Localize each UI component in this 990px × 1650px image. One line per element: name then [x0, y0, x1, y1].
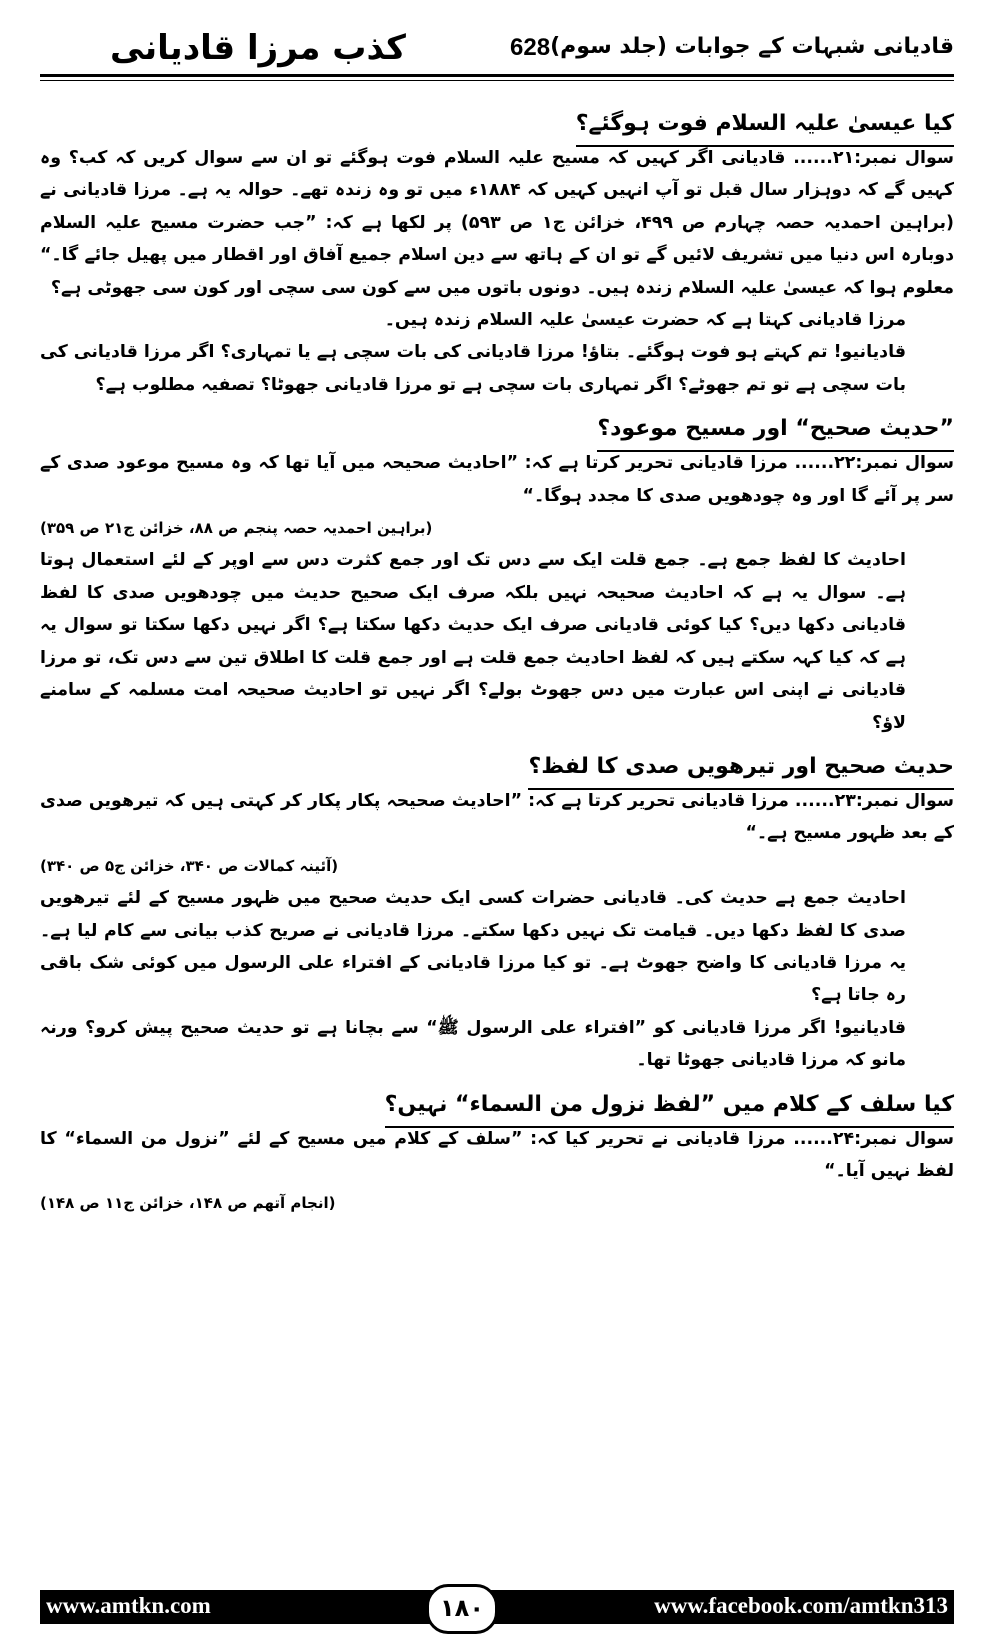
header-page-number: 628: [510, 34, 551, 61]
header-rule-thin: [40, 80, 954, 81]
section-heading-2: ”حدیث صحیح“ اور مسیح موعود؟: [597, 409, 954, 452]
paragraph-2-2: احادیث کا لفظ جمع ہے۔ جمع قلت ایک سے دس تک اور جمع کثرت دس سے اوپر کے لئے استعمال ہوتا ہے۔ سوال یہ ہے کہ احادیث صحیحہ نہیں بلکہ صرف ایک صحیح حدیث میں چودھویں صدی کا لفظ قادیانی دکھا دیں؟ کیا کوئی قادیانی صرف ایک حدیث دکھا سکتا ہے؟ اگر نہیں دکھا سکتا تو سوال یہ ہے کہ کیا کہہ سکتے ہیں کہ لفظ احادیث جمع قلت ہے اور جمع قلت کا اطلاق تین سے دس تک، تو مرزا قادیانی نے اپنی اس عبارت میں دس جھوٹ بولے؟ اگر نہیں تو احادیث صحیحہ امت مسلمہ کے سامنے لاؤ؟: [40, 550, 906, 733]
page-body: [40, 96, 954, 1220]
section-heading-3: حدیث صحیح اور تیرھویں صدی کا لفظ؟: [528, 747, 954, 790]
paragraph-3-3: قادیانیو! اگر مرزا قادیانی کو ”افتراء علی الرسول ﷺ“ سے بچانا ہے تو حدیث صحیح پیش کرو؟ ورنہ مانو کہ مرزا قادیانی جھوٹا تھا۔: [40, 1017, 906, 1071]
paragraph-1-2: مرزا قادیانی کہتا ہے کہ حضرت عیسیٰ علیہ السلام زندہ ہیں۔: [384, 310, 906, 331]
series-title: قادیانی شبہات کے جوابات (جلد سوم): [550, 34, 954, 59]
facebook-link[interactable]: www.facebook.com/amtkn313: [654, 1593, 948, 1618]
page-footer: [40, 1590, 954, 1624]
header-rule: [40, 74, 954, 77]
question-22: سوال نمبر:۲۲...... مرزا قادیانی تحریر کرتا ہے کہ: ”احادیث صحیحہ میں آیا تھا کہ وہ مسیح موعود صدی کے سر پر آئے گا اور وہ چودھویں صدی کا مجدد ہوگا۔“: [40, 453, 955, 506]
section-heading-1: کیا عیسیٰ علیہ السلام فوت ہوگئے؟: [576, 104, 954, 147]
footer-page-number: ۱۸۰: [426, 1584, 498, 1634]
paragraph-1-3: قادیانیو! تم کہتے ہو فوت ہوگئے۔ بتاؤ! مرزا قادیانی کی بات سچی ہے یا تمہاری؟ اگر مرزا قادیانی کی بات سچی ہے تو تم جھوٹے؟ اگر تمہاری بات سچی ہے تو مرزا قادیانی جھوٹا؟ تصفیہ مطلوب ہے؟: [40, 342, 906, 395]
question-23: سوال نمبر:۲۳...... مرزا قادیانی تحریر کرتا ہے کہ: ”احادیث صحیحہ پکار پکار کر کہتی ہیں کہ تیرھویں صدی کے بعد ظہور مسیح ہے۔“: [40, 790, 954, 844]
website-link[interactable]: www.amtkn.com: [46, 1593, 211, 1618]
question-24: سوال نمبر:۲۴...... مرزا قادیانی نے تحریر کیا کہ: ”سلف کے کلام میں مسیح کے لئے ”نزول من السماء“ کا لفظ نہیں آیا۔“: [40, 1128, 954, 1181]
paragraph-3-2: احادیث جمع ہے حدیث کی۔ قادیانی حضرات کسی ایک حدیث صحیح میں ظہور مسیح کے لئے تیرھویں صدی کا لفظ دکھا دیں۔ قیامت تک نہیں دکھا سکتے۔ مرزا قادیانی نے صریح کذب بیانی سے کام لیا ہے۔ یہ مرزا قادیانی کا واضح جھوٹ ہے۔ تو کیا مرزا قادیانی کے افتراء علی الرسول میں کوئی شک باقی رہ جاتا ہے؟: [40, 888, 906, 1006]
reference-24: (انجام آتھم ص ۱۴۸، خزائن ج۱۱ ص ۱۴۸): [40, 1194, 336, 1213]
section-heading-4: کیا سلف کے کلام میں ”لفظ نزول من السماء“ نہیں؟: [385, 1085, 954, 1128]
reference-23: (آئینہ کمالات ص ۳۴۰، خزائن ج۵ ص ۳۴۰): [40, 856, 339, 875]
reference-22: (براہین احمدیہ حصہ پنجم ص ۸۸، خزائن ج۲۱ ص ۳۵۹): [40, 519, 433, 538]
book-title: کذب مرزا قادیانی: [110, 28, 406, 68]
page-header: [40, 22, 954, 72]
question-21: سوال نمبر:۲۱...... قادیانی اگر کہیں کہ مسیح علیہ السلام فوت ہوگئے تو ان سے سوال کریں کہ کب؟ وہ کہیں گے کہ دوہزار سال قبل تو آپ انہیں کہیں کہ ۱۸۸۴ء میں تو وہ زندہ تھے۔ حوالہ یہ ہے۔ مرزا قادیانی نے (براہین احمدیہ حصہ چہارم ص ۴۹۹، خزائن ج۱ ص ۵۹۳) پر لکھا ہے کہ: ”جب حضرت مسیح علیہ السلام دوبارہ اس دنیا میں تشریف لائیں گے تو ان کے ہاتھ سے دین اسلام جمیع آفاق اور اقطار میں پھیل جائے گا۔“ معلوم ہوا کہ عیسیٰ علیہ السلام زندہ ہیں۔ دونوں باتوں میں سے کون سی سچی اور کون سی جھوٹی ہے؟: [40, 148, 954, 298]
